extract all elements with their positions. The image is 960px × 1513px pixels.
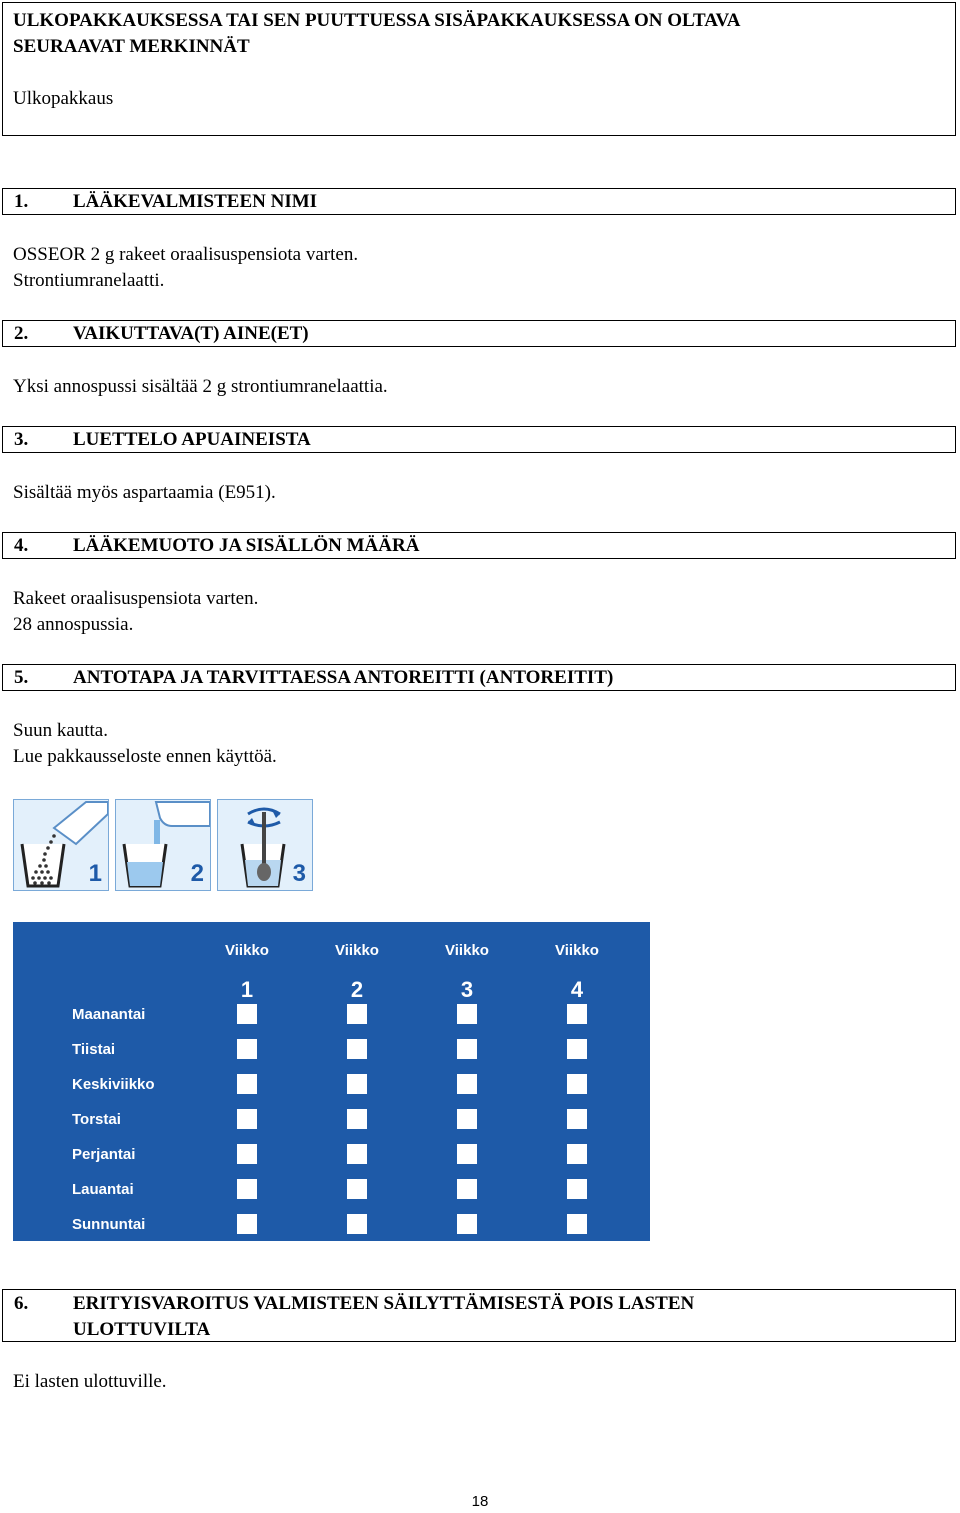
day-checkbox[interactable]	[567, 1109, 587, 1129]
day-checkbox[interactable]	[347, 1179, 367, 1199]
day-checkbox[interactable]	[457, 1179, 477, 1199]
day-label: Perjantai	[72, 1146, 136, 1163]
pictogram-step-3	[217, 799, 313, 891]
section-1-line: Strontiumranelaatti.	[13, 270, 165, 291]
section-number: 5.	[14, 667, 29, 688]
day-checkbox[interactable]	[237, 1109, 257, 1129]
pictogram-step-number: 3	[292, 860, 306, 887]
week-number: 2	[350, 977, 364, 1002]
section-5-header	[2, 664, 956, 691]
week-header: Viikko	[225, 942, 269, 959]
day-checkbox[interactable]	[457, 1214, 477, 1234]
day-checkbox[interactable]	[237, 1004, 257, 1024]
day-checkbox[interactable]	[457, 1004, 477, 1024]
day-checkbox[interactable]	[347, 1144, 367, 1164]
day-checkbox[interactable]	[457, 1109, 477, 1129]
week-header: Viikko	[445, 942, 489, 959]
week-number: 1	[240, 977, 254, 1002]
section-1-line: OSSEOR 2 g rakeet oraalisuspensiota varten.	[13, 244, 359, 265]
day-checkbox[interactable]	[347, 1004, 367, 1024]
outer-box-heading-line1: ULKOPAKKAUKSESSA TAI SEN PUUTTUESSA SISÄPAKKAUKSESSA ON OLTAVA	[13, 10, 741, 31]
week-header: Viikko	[335, 942, 379, 959]
day-checkbox[interactable]	[347, 1109, 367, 1129]
day-checkbox[interactable]	[457, 1074, 477, 1094]
weekly-calendar	[13, 922, 650, 1241]
pictogram-step-2	[115, 799, 211, 891]
section-2-header	[2, 320, 956, 347]
pictogram-step-number: 2	[190, 860, 204, 887]
section-title: LUETTELO APUAINEISTA	[73, 429, 311, 450]
day-checkbox[interactable]	[567, 1004, 587, 1024]
section-title: LÄÄKEVALMISTEEN NIMI	[73, 191, 318, 212]
section-title-line1: ERITYISVAROITUS VALMISTEEN SÄILYTTÄMISESTÄ POIS LASTEN	[73, 1293, 695, 1314]
outer-box-heading-line2: SEURAAVAT MERKINNÄT	[13, 36, 250, 57]
week-number: 4	[570, 977, 584, 1002]
section-5-line: Lue pakkausseloste ennen käyttöä.	[13, 746, 277, 767]
section-title: LÄÄKEMUOTO JA SISÄLLÖN MÄÄRÄ	[73, 535, 420, 556]
day-checkbox[interactable]	[237, 1074, 257, 1094]
section-title: ANTOTAPA JA TARVITTAESSA ANTOREITTI (ANTOREITIT)	[73, 667, 614, 688]
day-checkbox[interactable]	[567, 1144, 587, 1164]
section-1-header	[2, 188, 956, 215]
day-label: Sunnuntai	[72, 1216, 146, 1233]
section-5-line: Suun kautta.	[13, 720, 108, 741]
section-number: 4.	[14, 535, 29, 556]
section-6-line: Ei lasten ulottuville.	[13, 1371, 167, 1392]
day-checkbox[interactable]	[347, 1214, 367, 1234]
day-checkbox[interactable]	[237, 1144, 257, 1164]
day-label: Torstai	[72, 1111, 121, 1128]
day-checkbox[interactable]	[237, 1039, 257, 1059]
pictogram-step-1	[13, 799, 109, 891]
day-checkbox[interactable]	[567, 1214, 587, 1234]
section-4-header	[2, 532, 956, 559]
day-label: Keskiviikko	[72, 1076, 155, 1093]
day-label: Tiistai	[72, 1041, 116, 1058]
page-number: 18	[471, 1493, 489, 1510]
section-title-line2: ULOTTUVILTA	[73, 1319, 211, 1340]
week-header: Viikko	[555, 942, 599, 959]
week-number: 3	[460, 977, 474, 1002]
section-4-line: Rakeet oraalisuspensiota varten.	[13, 588, 259, 609]
day-checkbox[interactable]	[347, 1039, 367, 1059]
outer-box-subheading: Ulkopakkaus	[13, 88, 114, 109]
pictogram-step-number: 1	[88, 860, 102, 887]
section-number: 3.	[14, 429, 29, 450]
day-checkbox[interactable]	[567, 1039, 587, 1059]
section-number: 6.	[14, 1293, 29, 1314]
section-number: 1.	[14, 191, 29, 212]
section-number: 2.	[14, 323, 29, 344]
day-checkbox[interactable]	[457, 1144, 477, 1164]
section-2-line: Yksi annospussi sisältää 2 g strontiumranelaattia.	[13, 376, 388, 397]
section-6-header	[2, 1289, 956, 1342]
day-label: Maanantai	[72, 1006, 146, 1023]
section-title: VAIKUTTAVA(T) AINE(ET)	[73, 323, 309, 344]
day-checkbox[interactable]	[567, 1074, 587, 1094]
day-checkbox[interactable]	[237, 1179, 257, 1199]
day-checkbox[interactable]	[347, 1074, 367, 1094]
day-label: Lauantai	[72, 1181, 134, 1198]
day-checkbox[interactable]	[567, 1179, 587, 1199]
day-checkbox[interactable]	[237, 1214, 257, 1234]
day-checkbox[interactable]	[457, 1039, 477, 1059]
section-3-header	[2, 426, 956, 453]
section-3-line: Sisältää myös aspartaamia (E951).	[13, 482, 276, 503]
outer-packaging-box	[2, 2, 956, 136]
section-4-line: 28 annospussia.	[13, 614, 134, 635]
